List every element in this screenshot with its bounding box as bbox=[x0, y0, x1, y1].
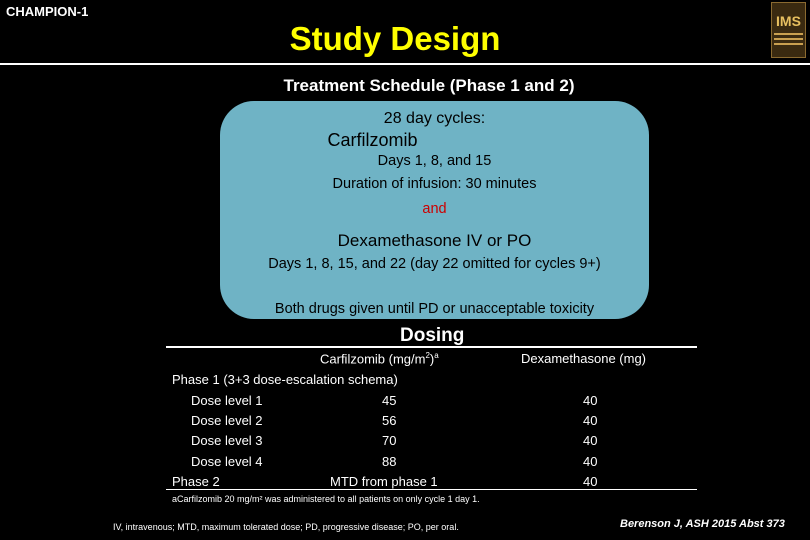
dexamethasone-days: Days 1, 8, 15, and 22 (day 22 omitted for cycles 9+) bbox=[268, 256, 601, 272]
cycle-length: 28 day cycles: bbox=[383, 110, 486, 127]
table-bottom-rule bbox=[166, 489, 697, 490]
abbreviations: IV, intravenous; MTD, maximum tolerated dose; PD, progressive disease; PO, per oral. bbox=[113, 522, 459, 532]
conjunction-and: and bbox=[422, 201, 447, 217]
table-cell-dex: 40 bbox=[583, 474, 598, 489]
table-cell-carf: 56 bbox=[382, 413, 397, 428]
trial-label: CHAMPION-1 bbox=[6, 4, 89, 19]
col-header-dexamethasone: Dexamethasone (mg) bbox=[521, 351, 646, 366]
table-cell-dex: 40 bbox=[583, 454, 598, 469]
table-row-label: Dose level 4 bbox=[191, 454, 263, 469]
schedule-heading: Treatment Schedule (Phase 1 and 2) bbox=[283, 76, 575, 95]
table-row-label: Dose level 1 bbox=[191, 393, 263, 408]
continuation-note: Both drugs given until PD or unacceptable toxicity bbox=[274, 301, 595, 317]
table-cell-carf: 70 bbox=[382, 433, 397, 448]
logo-text: IMS bbox=[776, 13, 801, 29]
infusion-duration: Duration of infusion: 30 minutes bbox=[332, 176, 537, 192]
table-row-label: Phase 2 bbox=[172, 474, 220, 489]
table-footnote: aCarfilzomib 20 mg/m² was administered to all patients on only cycle 1 day 1. bbox=[172, 494, 480, 504]
phase1-label: Phase 1 (3+3 dose-escalation schema) bbox=[172, 372, 398, 387]
table-row-label: Dose level 3 bbox=[191, 433, 263, 448]
slide-title: Study Design bbox=[289, 20, 501, 57]
table-top-rule bbox=[166, 346, 697, 348]
col-header-carfilzomib: Carfilzomib $(mg/m^2)^a$ bbox=[320, 351, 439, 367]
carfilzomib-days: Days 1, 8, and 15 bbox=[377, 153, 492, 169]
schedule-box bbox=[220, 101, 649, 319]
ims-logo bbox=[771, 2, 806, 58]
table-cell-dex: 40 bbox=[583, 393, 598, 408]
table-cell-carf: 88 bbox=[382, 454, 397, 469]
table-cell-carf: MTD from phase 1 bbox=[330, 474, 438, 489]
title-divider bbox=[0, 63, 810, 65]
citation: Berenson J, ASH 2015 Abst 373 bbox=[620, 518, 785, 530]
logo-subtext-lines bbox=[774, 33, 803, 51]
table-row-label: Dose level 2 bbox=[191, 413, 263, 428]
drug-carfilzomib: Carfilzomib bbox=[327, 130, 418, 150]
table-cell-dex: 40 bbox=[583, 433, 598, 448]
dosing-heading: Dosing bbox=[400, 325, 465, 346]
table-cell-carf: 45 bbox=[382, 393, 397, 408]
drug-dexamethasone: Dexamethasone IV or PO bbox=[337, 231, 532, 250]
table-cell-dex: 40 bbox=[583, 413, 598, 428]
